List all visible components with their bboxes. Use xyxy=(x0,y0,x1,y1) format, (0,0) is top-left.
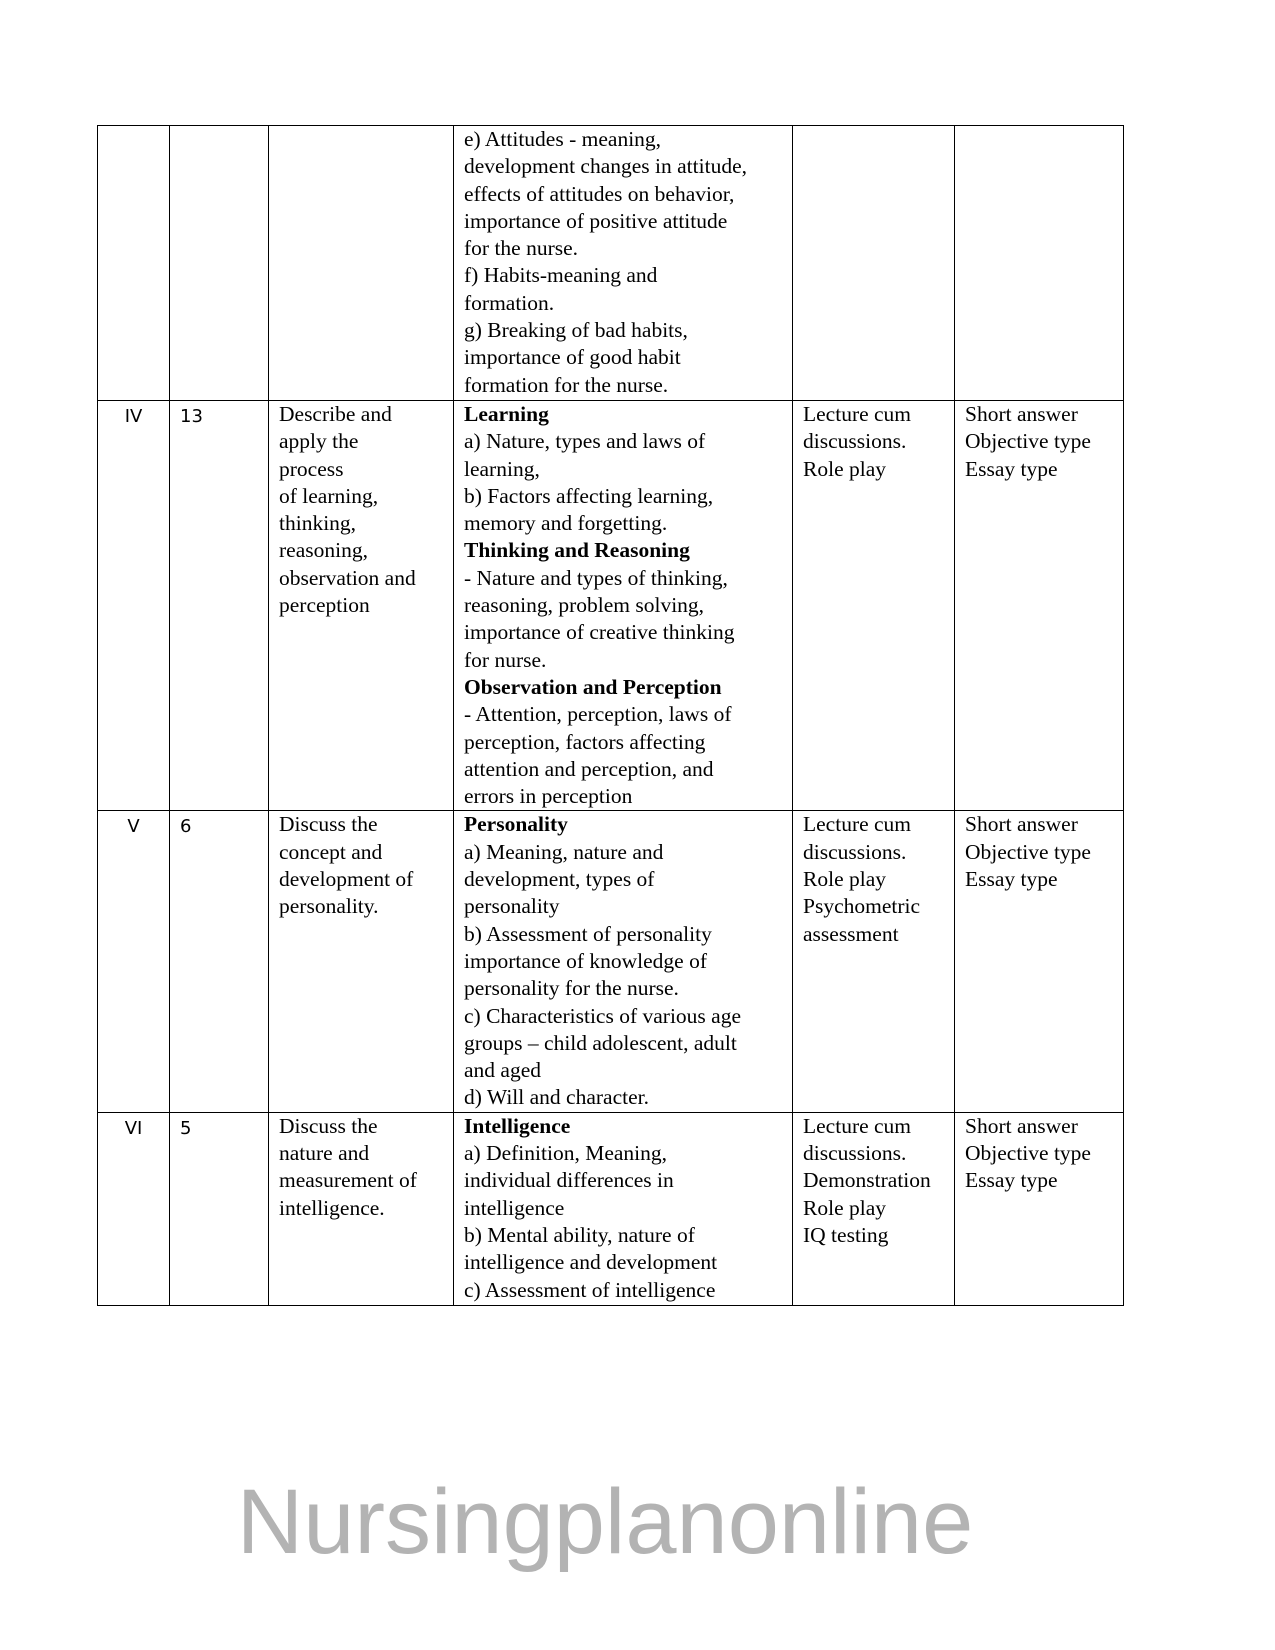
objective-line: of learning, xyxy=(279,483,379,508)
methods-cell xyxy=(793,811,955,1112)
methods-line: Lecture cum xyxy=(803,812,912,837)
objective-line: Describe and xyxy=(279,402,392,426)
content-cell xyxy=(454,811,793,1112)
evaluation-line: Objective type xyxy=(965,429,1091,454)
methods-line: discussions. xyxy=(803,1141,907,1166)
content-line: - Attention, perception, laws of xyxy=(464,702,732,727)
content-line: personality xyxy=(464,894,560,919)
content-line: intelligence xyxy=(464,1195,565,1220)
content-line: attention and perception, and xyxy=(464,756,714,781)
objective-line: perception xyxy=(279,593,370,618)
content-line: importance of positive attitude xyxy=(464,208,728,233)
methods-line: assessment xyxy=(803,921,899,946)
unit-cell: V xyxy=(98,811,170,1112)
content-line: formation. xyxy=(464,290,555,315)
content-line: groups – child adolescent, adult xyxy=(464,1030,737,1055)
watermark: Nursingplanonline xyxy=(236,1471,974,1573)
evaluation-cell xyxy=(955,811,1124,1112)
objective-line: personality. xyxy=(279,894,379,919)
table-row xyxy=(98,126,1124,401)
table-row xyxy=(98,811,1124,1112)
content-line: e) Attitudes - meaning, xyxy=(464,127,662,151)
unit-cell: VI xyxy=(98,1112,170,1305)
content-line: errors in perception xyxy=(464,784,633,809)
content-line: for the nurse. xyxy=(464,236,579,261)
content-cell xyxy=(454,401,793,811)
evaluation-line: Short answer xyxy=(965,1113,1078,1138)
methods-line: discussions. xyxy=(803,429,907,454)
evaluation-line: Essay type xyxy=(965,867,1058,892)
content-line: formation for the nurse. xyxy=(464,372,669,397)
methods-cell xyxy=(793,1112,955,1305)
content-cell xyxy=(454,126,793,401)
objective-line: reasoning, xyxy=(279,538,368,563)
content-line: and aged xyxy=(464,1058,542,1083)
content-line: c) Assessment of intelligence xyxy=(464,1277,716,1302)
objective-line: measurement of xyxy=(279,1168,417,1193)
content-line: b) Mental ability, nature of xyxy=(464,1222,695,1247)
content-line: Thinking and Reasoning xyxy=(464,538,690,563)
methods-line: Role play xyxy=(803,456,886,481)
content-line: development, types of xyxy=(464,867,655,892)
content-line: Observation and Perception xyxy=(464,674,722,699)
content-line: Intelligence xyxy=(464,1113,571,1138)
methods-line: Psychometric xyxy=(803,894,921,919)
syllabus-table-body xyxy=(98,126,1124,1306)
evaluation-line: Essay type xyxy=(965,1168,1058,1193)
content-line: effects of attitudes on behavior, xyxy=(464,181,735,206)
methods-line: discussions. xyxy=(803,839,907,864)
unit-cell: IV xyxy=(98,401,170,811)
methods-line: Lecture cum xyxy=(803,402,912,426)
content-line: importance of good habit xyxy=(464,345,681,370)
content-line: memory and forgetting. xyxy=(464,511,668,536)
syllabus-table xyxy=(97,125,1124,1306)
methods-line: Role play xyxy=(803,867,886,892)
methods-cell xyxy=(793,401,955,811)
content-line: - Nature and types of thinking, xyxy=(464,565,728,590)
content-line: importance of creative thinking xyxy=(464,620,735,645)
content-line: Personality xyxy=(464,812,568,837)
content-line: d) Will and character. xyxy=(464,1085,649,1110)
content-line: development changes in attitude, xyxy=(464,154,747,179)
table-row xyxy=(98,1112,1124,1305)
evaluation-cell xyxy=(955,126,1124,401)
unit-cell xyxy=(98,126,170,401)
content-line: personality for the nurse. xyxy=(464,976,679,1001)
content-line: b) Assessment of personality xyxy=(464,921,712,946)
content-line: learning, xyxy=(464,456,540,481)
hours-cell: 13 xyxy=(170,401,269,811)
evaluation-cell xyxy=(955,401,1124,811)
content-line: c) Characteristics of various age xyxy=(464,1003,741,1028)
methods-cell xyxy=(793,126,955,401)
evaluation-line: Short answer xyxy=(965,812,1078,837)
hours-cell: 5 xyxy=(170,1112,269,1305)
content-line: individual differences in xyxy=(464,1168,674,1193)
objective-line: thinking, xyxy=(279,511,357,536)
content-line: b) Factors affecting learning, xyxy=(464,483,714,508)
table-row xyxy=(98,401,1124,811)
methods-line: Demonstration xyxy=(803,1168,931,1193)
content-line: g) Breaking of bad habits, xyxy=(464,318,688,343)
content-line: for nurse. xyxy=(464,647,547,672)
content-line: Learning xyxy=(464,402,549,426)
hours-cell: 6 xyxy=(170,811,269,1112)
evaluation-line: Short answer xyxy=(965,402,1078,426)
objective-cell xyxy=(269,401,454,811)
objective-line: process xyxy=(279,456,344,481)
content-line: a) Definition, Meaning, xyxy=(464,1141,668,1166)
objective-line: intelligence. xyxy=(279,1195,385,1220)
objective-cell xyxy=(269,1112,454,1305)
methods-line: Role play xyxy=(803,1195,886,1220)
content-line: intelligence and development xyxy=(464,1250,718,1275)
content-line: reasoning, problem solving, xyxy=(464,593,705,618)
content-line: perception, factors affecting xyxy=(464,729,706,754)
objective-cell xyxy=(269,126,454,401)
methods-line: Lecture cum xyxy=(803,1113,912,1138)
evaluation-line: Objective type xyxy=(965,839,1091,864)
objective-line: concept and xyxy=(279,839,383,864)
content-line: a) Nature, types and laws of xyxy=(464,429,706,454)
content-cell xyxy=(454,1112,793,1305)
objective-line: Discuss the xyxy=(279,1113,378,1138)
content-line: a) Meaning, nature and xyxy=(464,839,664,864)
content-line: importance of knowledge of xyxy=(464,948,707,973)
methods-line: IQ testing xyxy=(803,1222,889,1247)
evaluation-line: Essay type xyxy=(965,456,1058,481)
objective-line: apply the xyxy=(279,429,359,454)
hours-cell xyxy=(170,126,269,401)
objective-line: observation and xyxy=(279,565,416,590)
evaluation-cell xyxy=(955,1112,1124,1305)
evaluation-line: Objective type xyxy=(965,1141,1091,1166)
content-line: f) Habits-meaning and xyxy=(464,263,658,288)
objective-cell xyxy=(269,811,454,1112)
objective-line: nature and xyxy=(279,1141,370,1166)
objective-line: Discuss the xyxy=(279,812,378,837)
objective-line: development of xyxy=(279,867,414,892)
